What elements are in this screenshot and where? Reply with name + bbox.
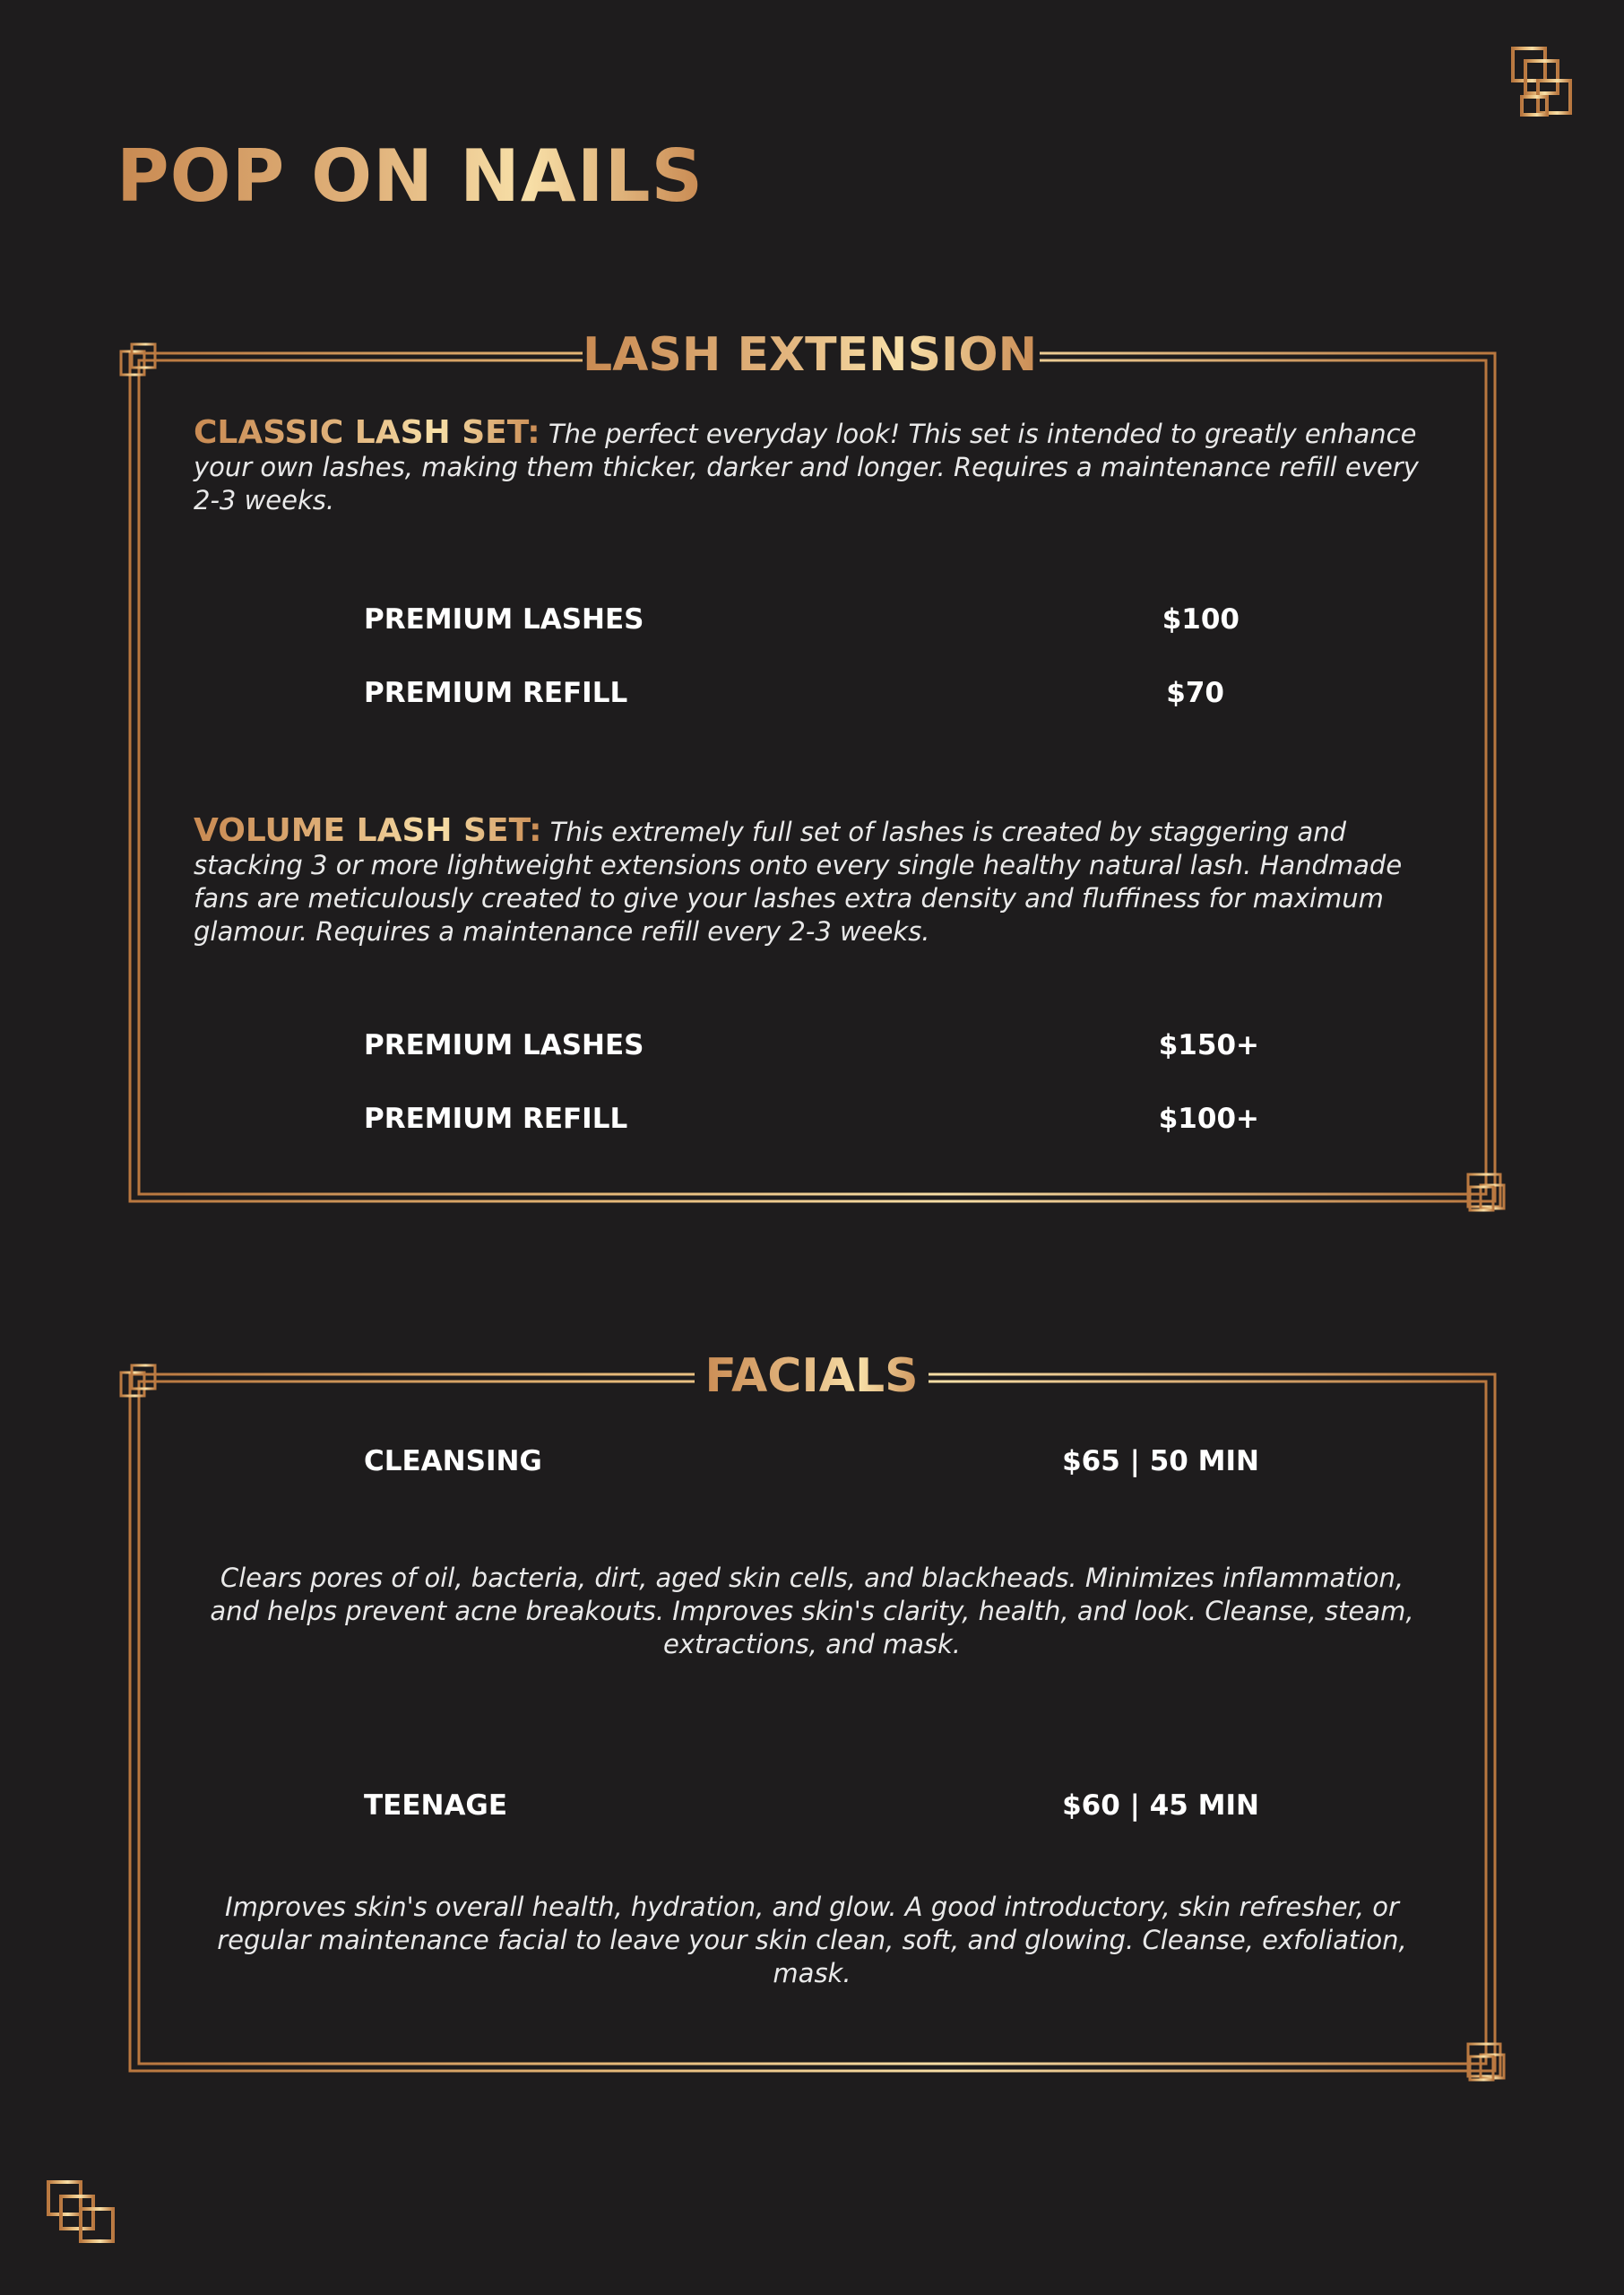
facial-item-price-2: $60 | 45 MIN [1062, 1789, 1259, 1822]
volume-lash-heading: VOLUME LASH SET: [194, 812, 542, 849]
volume-item-price-1: $150+ [1158, 1029, 1259, 1061]
section-title-lash-extensions: LASH EXTENSIONS [583, 328, 1071, 382]
volume-item-name-1: PREMIUM LASHES [364, 1029, 644, 1061]
section-title-facials: FACIALS [695, 1349, 929, 1403]
facial-item-name-2: TEENAGE [364, 1789, 508, 1822]
volume-item-name-2: PREMIUM REFILL [364, 1103, 628, 1135]
classic-lash-description [194, 416, 1430, 517]
brand-logo: POP ON NAILS [117, 134, 704, 218]
corner-ornament-top-right [1407, 43, 1583, 213]
classic-lash-text: The perfect everyday look! This set is intended to greatly enhance your own lashes, making them thicker, darker and longer. Requires a maintenance refill every 2-3 weeks. [194, 419, 1419, 515]
classic-item-name-2: PREMIUM REFILL [364, 677, 628, 709]
classic-item-price-1: $100 [1162, 603, 1240, 636]
facial-item-name-1: CLEANSING [364, 1445, 542, 1477]
classic-item-price-2: $70 [1166, 677, 1224, 709]
volume-lash-text: This extremely full set of lashes is created by staggering and stacking 3 or more lightweight extensions onto every single healthy natural lash. Handmade fans are meticulously created to give your lashes extra density and fluffiness for maximum glamour. Requires a maintenance refill every 2-3 weeks. [194, 817, 1403, 947]
volume-item-price-2: $100+ [1158, 1103, 1259, 1135]
facial-item-price-1: $65 | 50 MIN [1062, 1445, 1259, 1477]
corner-ornament-bottom-left [43, 2082, 219, 2252]
classic-lash-heading: CLASSIC LASH SET: [194, 414, 540, 451]
classic-item-name-1: PREMIUM LASHES [364, 603, 644, 636]
facial-item-description-1: Clears pores of oil, bacteria, dirt, aged skin cells, and blackheads. Minimizes inflammation, and helps prevent acne breakouts. Improves skin's clarity, health, and look. Cleanse, steam, extractions, and mask. [210, 1563, 1414, 1659]
facial-item-description-2: Improves skin's overall health, hydration, and glow. A good introductory, skin refresher, or regular maintenance facial to leave your skin clean, soft, and glowing. Cleanse, exfoliation, mask. [217, 1892, 1407, 1988]
volume-lash-description [194, 814, 1430, 948]
